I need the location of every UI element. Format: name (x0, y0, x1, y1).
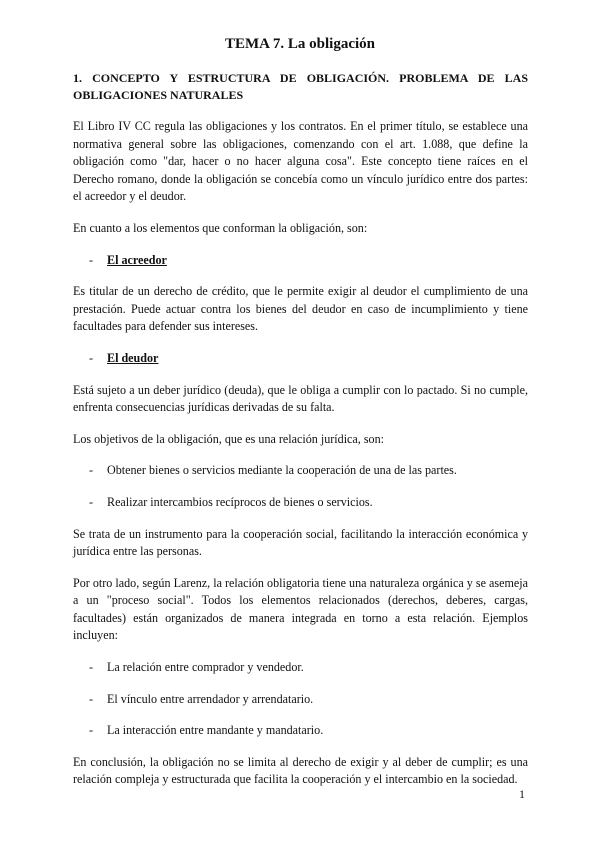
objective-item-2: Realizar intercambios recíprocos de bienes o servicios. (107, 494, 373, 509)
list-item (73, 494, 528, 512)
paragraph-intro: El Libro IV CC regula las obligaciones y los contratos. En el primer título, se establece una normativa general sobre las obligaciones, comenzando con el art. 1.088, que define la obligación como "dar, hacer o no hacer alguna cosa". Este concepto tiene raíces en el Derecho romano, donde la obligación se concebía como un vínculo jurídico entre dos partes: el acreedor y el deudor. (73, 119, 528, 204)
example-item-3: La interacción entre mandante y mandatario. (107, 723, 324, 738)
list-item (73, 691, 528, 709)
bullet-dash: - (89, 252, 94, 267)
paragraph-social-instrument: Se trata de un instrumento para la cooperación social, facilitando la interacción económica y jurídica entre las personas. (73, 526, 528, 559)
bullet-dash: - (89, 723, 94, 738)
bullet-dash: - (89, 691, 94, 706)
document-body (73, 70, 528, 803)
list-item (73, 722, 528, 740)
paragraph-objectives-intro: Los objetivos de la obligación, que es una relación jurídica, son: (73, 431, 384, 446)
bullet-dash: - (89, 494, 94, 509)
paragraph-conclusion: En conclusión, la obligación no se limita al derecho de exigir y al deber de cumplir; es una relación compleja y estructurada que facilita la cooperación y el intercambio en la sociedad. (73, 754, 528, 787)
paragraph-deudor: Está sujeto a un deber jurídico (deuda), que le obliga a cumplir con lo pactado. Si no cumple, enfrenta consecuencias jurídicas derivadas de su falta. (73, 382, 528, 415)
section-heading: 1. CONCEPTO Y ESTRUCTURA DE OBLIGACIÓN. PROBLEMA DE LAS OBLIGACIONES NATURALES (73, 71, 528, 102)
bullet-dash: - (89, 350, 94, 365)
paragraph-acreedor: Es titular de un derecho de crédito, que le permite exigir al deudor el cumplimiento de una prestación. Puede actuar contra los bienes del deudor en caso de incumplimiento y tiene facultades para defender sus intereses. (73, 284, 528, 334)
bullet-dash: - (89, 660, 94, 675)
subheading-acreedor: El acreedor (107, 252, 167, 267)
example-item-1: La relación entre comprador y vendedor. (107, 660, 304, 675)
page-number: 1 (519, 787, 525, 801)
list-item (73, 462, 528, 480)
subheading-acreedor-item (73, 252, 528, 270)
list-item (73, 659, 528, 677)
example-item-2: El vínculo entre arrendador y arrendatario. (107, 691, 314, 706)
subheading-deudor-item (73, 350, 528, 368)
subheading-deudor: El deudor (107, 350, 159, 365)
document-title: TEMA 7. La obligación (224, 36, 376, 52)
paragraph-larenz: Por otro lado, según Larenz, la relación obligatoria tiene una naturaleza orgánica y se asemeja a un "proceso social". Todos los elementos relacionados (derechos, deberes, cargas, facultades) están organizados de manera integrada en torno a esta relación. Ejemplos incluyen: (73, 575, 528, 643)
objective-item-1: Obtener bienes o servicios mediante la cooperación de una de las partes. (107, 463, 457, 478)
paragraph-elements-intro: En cuanto a los elementos que conforman la obligación, son: (73, 220, 368, 235)
bullet-dash: - (89, 463, 94, 478)
